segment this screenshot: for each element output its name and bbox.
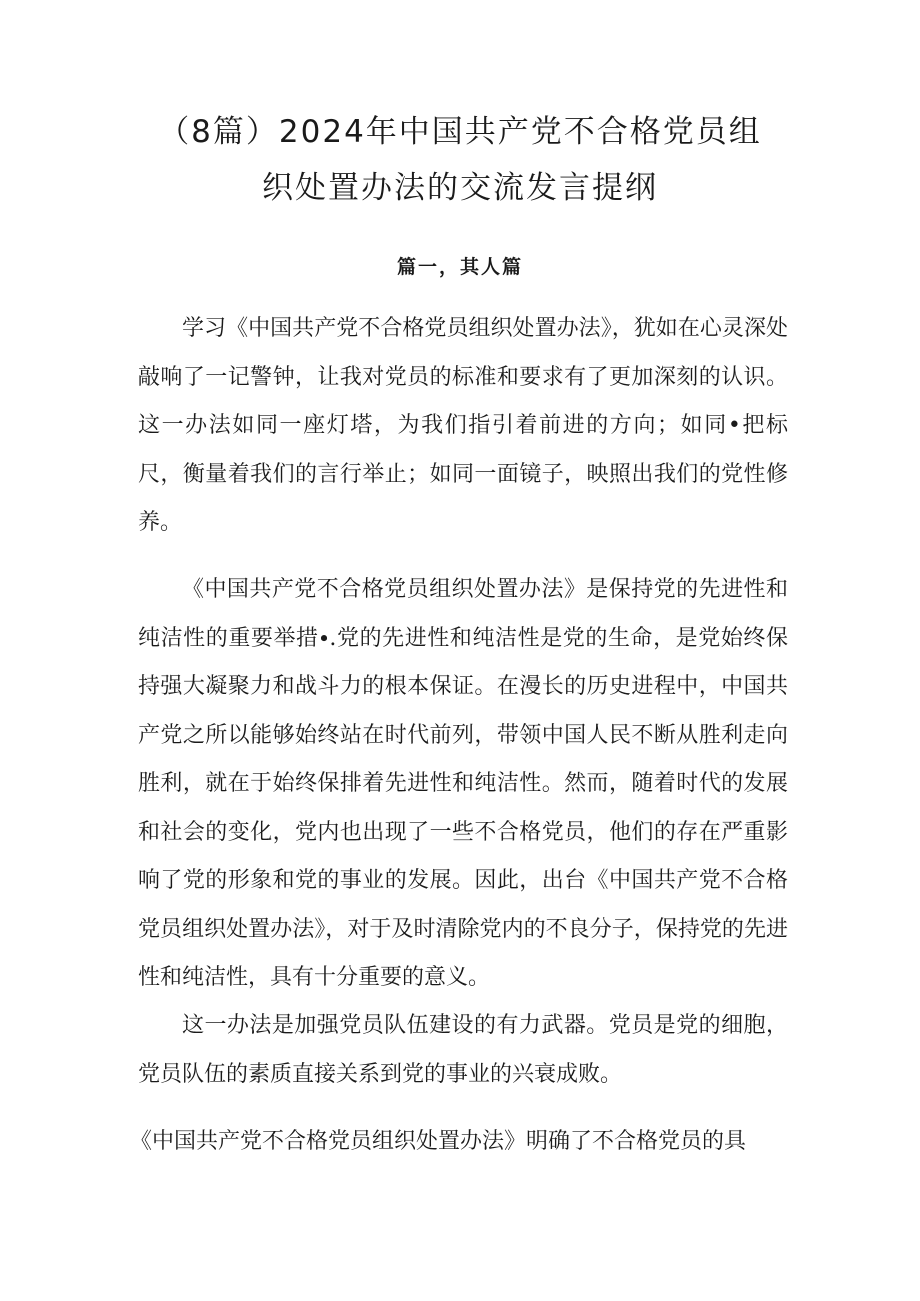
title-line-2: 织处置办法的交流发言提纲 [262,170,658,206]
paragraph-4: 《中国共产党不合格党员组织处置办法》明确了不合格党员的具 [130,1129,747,1154]
paragraph-2: 《中国共产党不合格党员组织处置办法》是保持党的先进性和纯洁性的重要举措∙.党的先进性和纯洁性是党的生命，是党始终保持强大凝聚力和战斗力的根本保证。在漫长的历史进程中，中国共产党之所以能够始终站在时代前列，带领中国人民不断从胜利走向胜利，就在于始终保排着先进性和纯洁性。然而，随着时代的发展和社会的变化，党内也出现了一些不合格党员，他们的存在严重影响了党的形象和党的事业的发展。因此，出台《中国共产党不合格党员组织处置办法》，对于及时清除党内的不良分子，保持党的先进性和纯洁性，具有十分重要的意义。 [138,577,788,990]
document-title [60,104,860,216]
paragraph-3: 这一办法是加强党员队伍建设的有力武器。党员是党的细胞，党员队伍的素质直接关系到党的事业的兴衰成败。 [138,1013,788,1087]
title-line-1: （8篇）2024年中国共产党不合格党员组 [158,114,762,150]
paragraph-1: 学习《中国共产党不合格党员组织处置办法》，犹如在心灵深处敲响了一记警钟，让我对党员的标准和要求有了更加深刻的认识。这一办法如同一座灯塔，为我们指引着前进的方向；如同•把标尺，衡量着我们的言行举止；如同一面镜子，映照出我们的党性修养。 [138,316,788,535]
section-heading: 篇一，其人篇 [396,256,523,278]
